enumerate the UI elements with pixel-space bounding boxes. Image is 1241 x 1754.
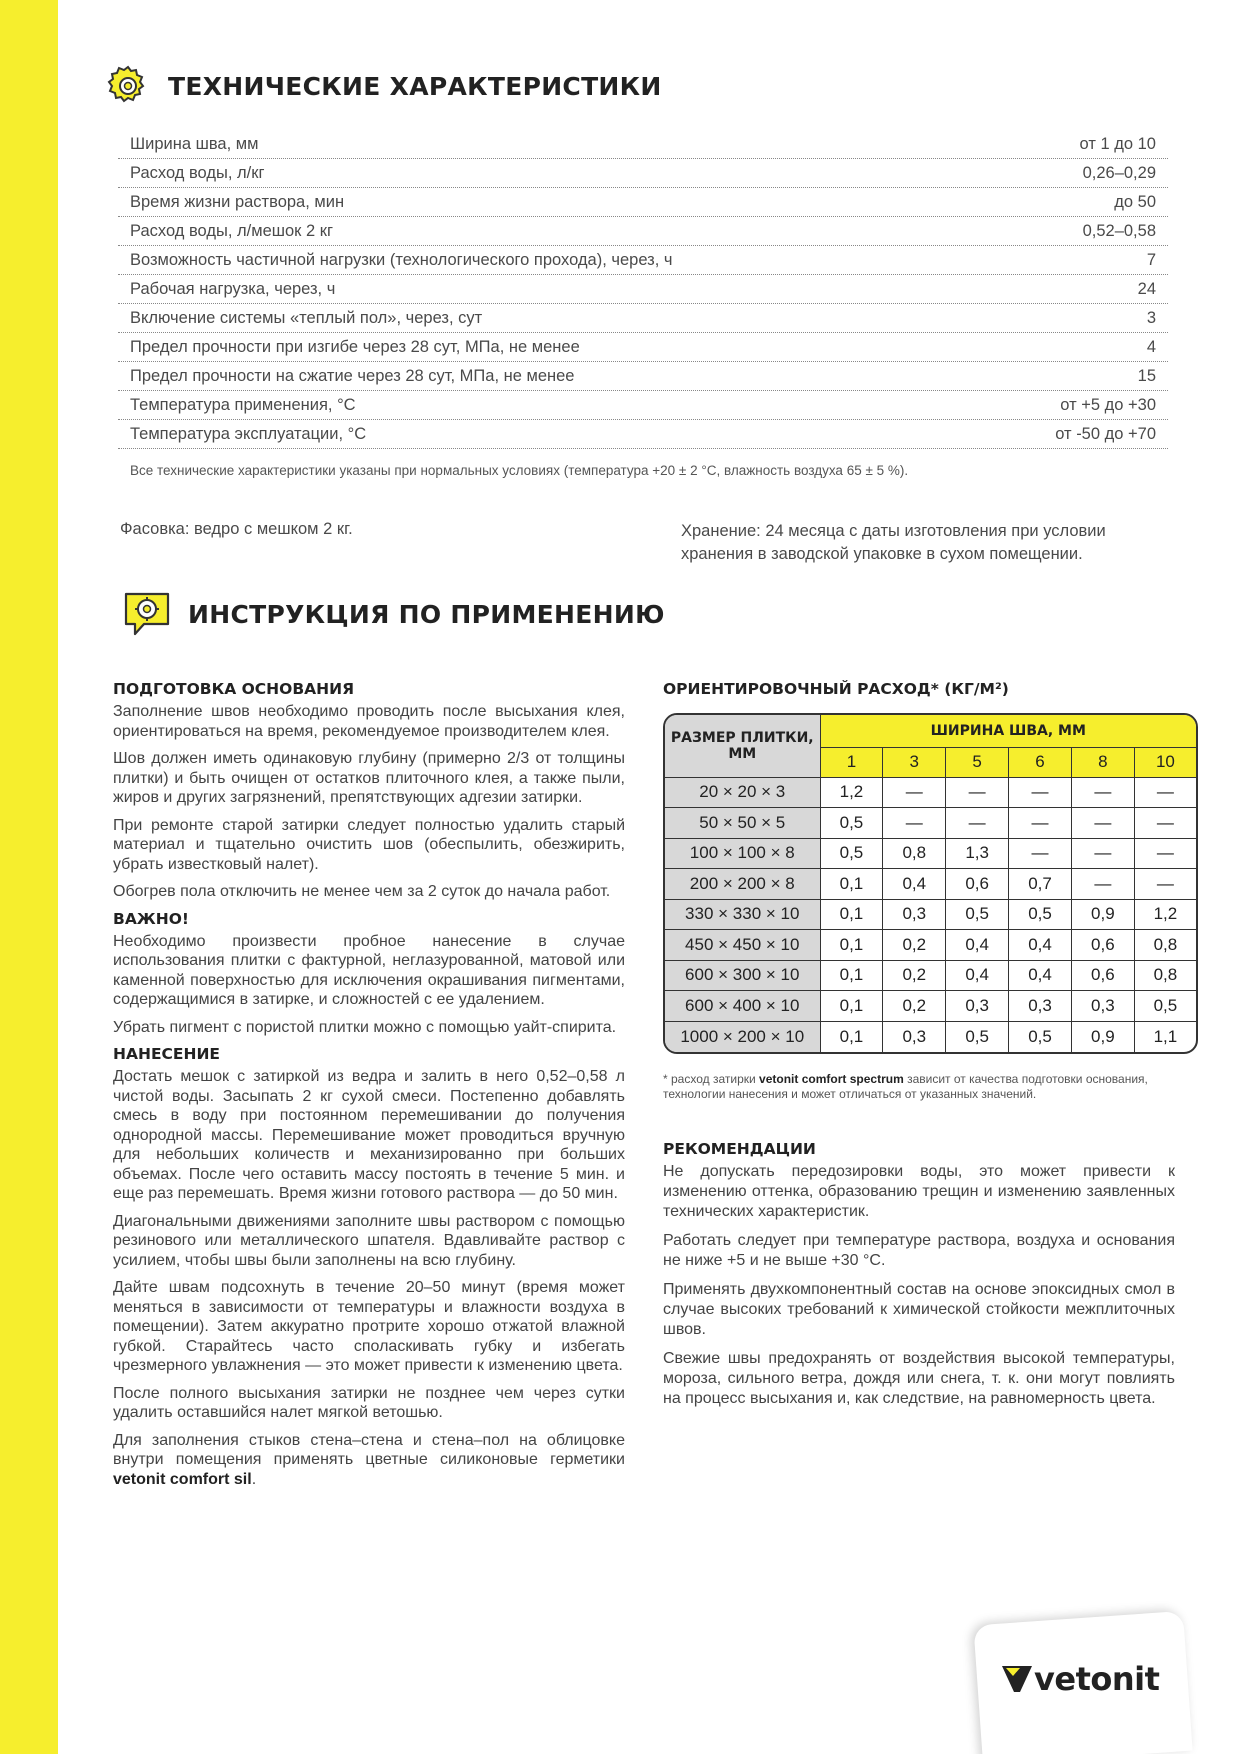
consumption-value-cell: — (883, 777, 946, 808)
prep-paragraph: Обогрев пола отключить не менее чем за 2 суток до начала работ. (113, 883, 611, 900)
recommendation-paragraph: Не допускать передозировки воды, это может привести к изменению оттенка, образованию трещин и изменению заявленных технических характеристик. (663, 1163, 1175, 1220)
consumption-value-cell: 0,4 (1009, 960, 1072, 991)
application-paragraph: Диагональными движениями заполните швы раствором с помощью резинового или металлического шпателя. Вдавливайте раствор с усилием, чтобы швы были заполнены на всю глубину. (113, 1212, 625, 1269)
consumption-value-cell: 0,1 (820, 899, 883, 930)
spec-row (118, 420, 1168, 449)
important-heading: ВАЖНО! (113, 909, 190, 928)
consumption-value-cell: — (1134, 838, 1196, 869)
width-header-cell: 6 (1009, 747, 1072, 777)
consumption-value-cell: 0,4 (883, 869, 946, 900)
storage-text: Хранение: 24 месяца с даты изготовления при условии хранения в заводской упаковке в сухом помещении. (681, 522, 1106, 563)
consumption-value-cell: 0,3 (946, 991, 1009, 1022)
spec-row (118, 217, 1168, 246)
tile-size-cell: 600 × 400 × 10 (665, 991, 820, 1022)
table-row (665, 960, 1196, 991)
spec-value: от 1 до 10 (1079, 135, 1156, 153)
consumption-value-cell: — (1071, 808, 1134, 839)
tile-size-cell: 20 × 20 × 3 (665, 777, 820, 808)
table-row (665, 899, 1196, 930)
spec-label: Возможность частичной нагрузки (технологического прохода), через, ч (130, 251, 673, 269)
spec-row (118, 391, 1168, 420)
spec-value: 0,52–0,58 (1082, 222, 1156, 240)
consumption-value-cell: 0,5 (946, 1021, 1009, 1052)
table-row (665, 1021, 1196, 1052)
section-title-specs: ТЕХНИЧЕСКИЕ ХАРАКТЕРИСТИКИ (168, 71, 662, 101)
consumption-value-cell: 0,1 (820, 869, 883, 900)
consumption-value-cell: 0,5 (820, 808, 883, 839)
vetonit-logo-mark-icon (1000, 1662, 1034, 1696)
prep-paragraph: При ремонте старой затирки следует полностью удалить старый материал и тщательно очистить шов (обеспылить, обезжирить, убрать известковый налет). (113, 816, 625, 873)
spec-value: до 50 (1114, 193, 1156, 211)
consumption-value-cell: 0,6 (946, 869, 1009, 900)
consumption-value-cell: — (1134, 777, 1196, 808)
consumption-value-cell: 0,6 (1071, 930, 1134, 961)
size-column-header: РАЗМЕР ПЛИТКИ, ММ (665, 715, 820, 777)
consumption-value-cell: 0,5 (1009, 899, 1072, 930)
consumption-value-cell: 0,3 (1071, 991, 1134, 1022)
width-header-cell: 8 (1071, 747, 1134, 777)
consumption-value-cell: 1,1 (1134, 1021, 1196, 1052)
recommendations-block (663, 1138, 1175, 1418)
recommendation-paragraph: Работать следует при температуре раствора, воздуха и основания не ниже +5 и не выше +30 °С. (663, 1232, 1175, 1269)
table-row (665, 777, 1196, 808)
important-paragraph: Необходимо произвести пробное нанесение в случае использования плитки с фактурной, неглазурованной, матовой или каменной поверхностью для исключения окрашивания пигментами, содержащимися в затирке, и сложностей с ее удалением. (113, 932, 625, 1008)
instructions-left-column (113, 678, 625, 1497)
specs-list (118, 130, 1168, 478)
consumption-value-cell: — (1009, 777, 1072, 808)
recommendation-paragraph: Применять двухкомпонентный состав на основе эпоксидных смол в случае высоких требований к химической стойкости межплиточных швов. (663, 1281, 1175, 1338)
spec-value: 4 (1146, 338, 1156, 356)
width-header-cell: 3 (883, 747, 946, 777)
consumption-value-cell: — (1009, 838, 1072, 869)
recommendations-heading: РЕКОМЕНДАЦИИ (663, 1140, 816, 1158)
consumption-value-cell: 0,3 (1009, 991, 1072, 1022)
consumption-value-cell: 0,2 (883, 930, 946, 961)
consumption-value-cell: 0,7 (1009, 869, 1072, 900)
consumption-value-cell: 0,2 (883, 991, 946, 1022)
consumption-value-cell: 0,8 (1134, 960, 1196, 991)
consumption-value-cell: — (1071, 777, 1134, 808)
spec-label: Ширина шва, мм (130, 135, 259, 153)
spec-label: Рабочая нагрузка, через, ч (130, 280, 336, 298)
important-paragraph: Убрать пигмент с пористой плитки можно с помощью уайт-спирита. (113, 1018, 617, 1036)
spec-row (118, 188, 1168, 217)
consumption-value-cell: — (946, 808, 1009, 839)
yellow-side-stripe (0, 0, 58, 1754)
spec-label: Включение системы «теплый пол», через, сут (130, 309, 483, 327)
consumption-heading: ОРИЕНТИРОВОЧНЫЙ РАСХОД* (КГ/М²) (663, 680, 1009, 698)
section-header-specs (106, 64, 662, 108)
consumption-value-cell: 0,4 (946, 930, 1009, 961)
spec-label: Предел прочности на сжатие через 28 сут, МПа, не менее (130, 367, 575, 385)
application-paragraph: После полного высыхания затирки не позднее чем через сутки удалить оставшийся налет мягкой ветошью. (113, 1384, 625, 1421)
consumption-value-cell: 0,2 (883, 960, 946, 991)
consumption-value-cell: 0,1 (820, 991, 883, 1022)
consumption-value-cell: 0,8 (1134, 930, 1196, 961)
spec-label: Расход воды, л/мешок 2 кг (130, 222, 333, 240)
spec-value: 24 (1137, 280, 1156, 298)
spec-label: Время жизни раствора, мин (130, 193, 345, 211)
consumption-value-cell: — (883, 808, 946, 839)
vetonit-logo (1000, 1660, 1159, 1698)
spec-value: 15 (1137, 367, 1156, 385)
tile-size-cell: 200 × 200 × 8 (665, 869, 820, 900)
consumption-value-cell: 0,6 (1071, 960, 1134, 991)
prep-paragraph: Заполнение швов необходимо проводить после высыхания клея, ориентироваться на время, рекомендуемое производителем клея. (113, 703, 625, 740)
spec-row (118, 246, 1168, 275)
spec-row (118, 362, 1168, 391)
application-paragraph-sealant: Для заполнения стыков стена–стена и стена–пол на облицовке внутри помещения применять цветные силиконовые герметики vetonit comfort sil. (113, 1431, 625, 1488)
width-header-cell: 10 (1134, 747, 1196, 777)
section-title-instructions: ИНСТРУКЦИЯ ПО ПРИМЕНЕНИЮ (188, 599, 665, 629)
consumption-value-cell: 0,1 (820, 960, 883, 991)
spec-label: Предел прочности при изгибе через 28 сут, МПа, не менее (130, 338, 580, 356)
consumption-value-cell: — (946, 777, 1009, 808)
product-name-spectrum: vetonit comfort spectrum (759, 1072, 904, 1086)
spec-label: Температура применения, °С (130, 396, 356, 414)
application-paragraph: Дайте швам подсохнуть в течение 20–50 минут (время может меняться в зависимости от температуры и влажности воздуха в помещении). Затем аккуратно протрите хорошо отжатой влажной губкой. Старайтесь часто споласкивать губку и избегать чрезмерного увлажнения — это может привести к изменению цвета. (113, 1279, 625, 1374)
speech-bubble-gear-icon (122, 590, 174, 638)
table-row (665, 869, 1196, 900)
spec-row (118, 304, 1168, 333)
table-row (665, 838, 1196, 869)
spec-label: Расход воды, л/кг (130, 164, 265, 182)
consumption-table (663, 713, 1198, 1054)
table-row (665, 930, 1196, 961)
width-header-cell: 1 (820, 747, 883, 777)
consumption-value-cell: 0,4 (1009, 930, 1072, 961)
packaging-text: Фасовка: ведро с мешком 2 кг. (120, 520, 353, 538)
consumption-heading-wrap (663, 678, 1175, 702)
logo-text: vetonit (1034, 1660, 1160, 1698)
spec-row (118, 275, 1168, 304)
spec-value: от -50 до +70 (1055, 425, 1156, 443)
consumption-value-cell: — (1071, 838, 1134, 869)
consumption-value-cell: 1,2 (1134, 899, 1196, 930)
consumption-value-cell: 0,3 (883, 899, 946, 930)
consumption-value-cell: 0,9 (1071, 1021, 1134, 1052)
consumption-footnote: * расход затирки vetonit comfort spectrum зависит от качества подготовки основания, технологии нанесения и может отличаться от указанных значений. (663, 1072, 1148, 1101)
consumption-value-cell: 1,3 (946, 838, 1009, 869)
consumption-value-cell: — (1071, 869, 1134, 900)
application-heading: НАНЕСЕНИЕ (113, 1045, 221, 1063)
prep-heading: ПОДГОТОВКА ОСНОВАНИЯ (113, 680, 355, 698)
consumption-value-cell: 0,5 (946, 899, 1009, 930)
spec-value: от +5 до +30 (1060, 396, 1156, 414)
spec-value: 0,26–0,29 (1082, 164, 1156, 182)
spec-row (118, 159, 1168, 188)
recommendation-paragraph: Свежие швы предохранять от воздействия высокой температуры, мороза, сильного ветра, дождя или снега, т. к. они могут повлиять на процесс высыхания и, как следствие, на равномерность цвета. (663, 1350, 1175, 1407)
consumption-value-cell: 1,2 (820, 777, 883, 808)
consumption-value-cell: 0,4 (946, 960, 1009, 991)
consumption-value-cell: 0,1 (820, 930, 883, 961)
tile-size-cell: 100 × 100 × 8 (665, 838, 820, 869)
table-row (665, 991, 1196, 1022)
table-row (665, 808, 1196, 839)
application-paragraph: Достать мешок с затиркой из ведра и залить в него 0,52–0,58 л чистой воды. Засыпать 2 кг сухой смеси. Постепенно добавлять смесь в воду при постоянном перемешивании до получения однородной массы. Перемешивание может проводиться вручную для небольших количеств и механизированно при больших объемах. После чего оставить массу постоять в течение 5 мин. и еще раз перемешать. Время жизни готового раствора — до 50 мин. (113, 1068, 625, 1202)
spec-row (118, 333, 1168, 362)
width-column-header: ШИРИНА ШВА, ММ (820, 715, 1196, 747)
consumption-value-cell: 0,3 (883, 1021, 946, 1052)
tile-size-cell: 1000 × 200 × 10 (665, 1021, 820, 1052)
tile-size-cell: 50 × 50 × 5 (665, 808, 820, 839)
consumption-value-cell: — (1134, 808, 1196, 839)
consumption-value-cell: 0,5 (820, 838, 883, 869)
prep-paragraph: Шов должен иметь одинаковую глубину (примерно 2/3 от толщины плитки) и быть очищен от остатков плиточного клея, а также пыли, жиров и других загрязнений, препятствующих адгезии затирки. (113, 750, 625, 806)
spec-label: Температура эксплуатации, °С (130, 425, 367, 443)
spec-value: 3 (1146, 309, 1156, 327)
consumption-value-cell: — (1134, 869, 1196, 900)
section-header-instructions (122, 590, 665, 638)
consumption-value-cell: 0,5 (1134, 991, 1196, 1022)
specs-note: Все технические характеристики указаны при нормальных условиях (температура +20 ± 2 °С, влажность воздуха 65 ± 5 %). (130, 463, 909, 478)
tile-size-cell: 450 × 450 × 10 (665, 930, 820, 961)
spec-row (118, 130, 1168, 159)
width-header-cell: 5 (946, 747, 1009, 777)
gear-icon (106, 64, 150, 108)
consumption-value-cell: 0,1 (820, 1021, 883, 1052)
tile-size-cell: 330 × 330 × 10 (665, 899, 820, 930)
spec-value: 7 (1146, 251, 1156, 269)
consumption-value-cell: — (1009, 808, 1072, 839)
product-name-sil: vetonit comfort sil (113, 1470, 252, 1488)
tile-size-cell: 600 × 300 × 10 (665, 960, 820, 991)
consumption-value-cell: 0,5 (1009, 1021, 1072, 1052)
consumption-value-cell: 0,8 (883, 838, 946, 869)
consumption-value-cell: 0,9 (1071, 899, 1134, 930)
